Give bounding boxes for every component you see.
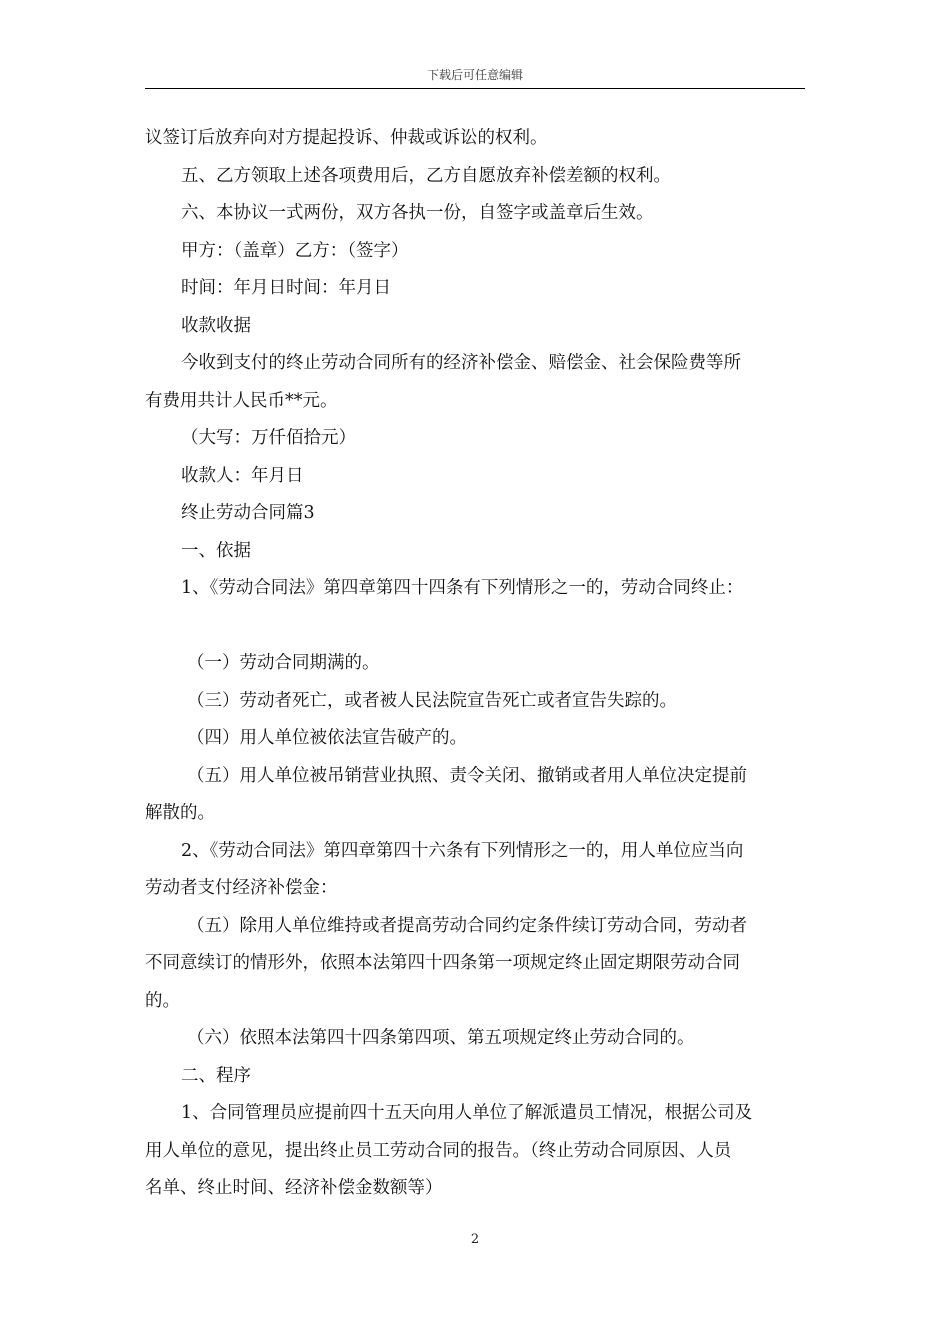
paragraph-line: （大写：万仟佰拾元） <box>181 428 356 448</box>
paragraph-line: 今收到支付的终止劳动合同所有的经济补偿金、赔偿金、社会保险费等所 <box>181 353 741 373</box>
paragraph-line: 五、乙方领取上述各项费用后，乙方自愿放弃补偿差额的权利。 <box>181 165 671 186</box>
paragraph-line: 劳动者支付经济补偿金： <box>145 878 338 898</box>
paragraph-line: 不同意续订的情形外，依照本法第四十四条第一项规定终止固定期限劳动合同 <box>145 953 740 973</box>
list-item: （五）除用人单位维持或者提高劳动合同约定条件续订劳动合同，劳动者 <box>187 915 747 936</box>
blank-line <box>145 608 805 646</box>
list-item: （四）用人单位被依法宣告破产的。 <box>187 728 467 748</box>
section-heading: 二、程序 <box>181 1065 251 1086</box>
list-item: （五）用人单位被吊销营业执照、责令关闭、撤销或者用人单位决定提前 <box>187 765 747 786</box>
paragraph-line: 用人单位的意见，提出终止员工劳动合同的报告。（终止劳动合同原因、人员 <box>145 1140 732 1161</box>
paragraph-line: 名单、终止时间、经济补偿金数额等） <box>145 1178 443 1198</box>
paragraph-line: 收款人：年月日 <box>181 465 304 486</box>
list-item: （一）劳动合同期满的。 <box>187 653 380 673</box>
signature-line: 甲方：（盖章）乙方：（签字） <box>181 240 409 261</box>
page-number: 2 <box>470 1232 480 1247</box>
date-line: 时间：年月日时间：年月日 <box>181 278 391 298</box>
paragraph-line: 2、《劳动合同法》第四章第四十六条有下列情形之一的，用人单位应当向 <box>181 840 744 861</box>
page-header: 下载后可任意编辑 <box>426 68 523 82</box>
paragraph-line: 1、合同管理员应提前四十五天向用人单位了解派遣员工情况，根据公司及 <box>181 1103 753 1123</box>
paragraph-line: 1、《劳动合同法》第四章第四十四条有下列情形之一的，劳动合同终止： <box>181 578 744 598</box>
paragraph-line: 六、本协议一式两份，双方各执一份，自签字或盖章后生效。 <box>181 203 654 223</box>
paragraph-line: 议签订后放弃向对方提起投诉、仲裁或诉讼的权利。 <box>145 128 548 148</box>
section-title: 收款收据 <box>181 315 251 336</box>
paragraph-line: 有费用共计人民币**元。 <box>145 390 338 411</box>
document-body <box>145 120 805 1208</box>
list-item: （三）劳动者死亡，或者被人民法院宣告死亡或者宣告失踪的。 <box>187 690 677 711</box>
section-heading: 一、依据 <box>181 540 251 561</box>
section-title: 终止劳动合同篇3 <box>181 503 315 523</box>
paragraph-line: 解散的。 <box>145 803 215 823</box>
paragraph-line: 的。 <box>145 990 180 1011</box>
list-item: （六）依照本法第四十四条第四项、第五项规定终止劳动合同的。 <box>187 1028 695 1048</box>
header-rule <box>145 88 805 89</box>
